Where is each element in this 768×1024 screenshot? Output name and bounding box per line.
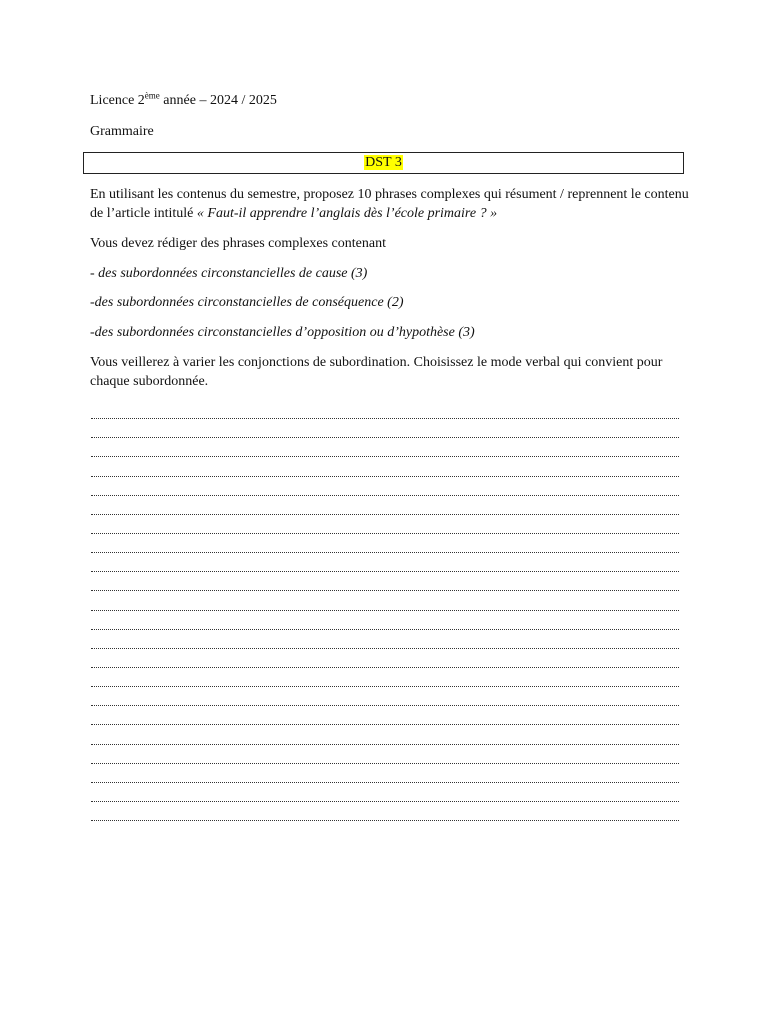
- answer-line[interactable]: [91, 710, 679, 729]
- exam-title-box: [83, 152, 684, 174]
- answer-line[interactable]: [91, 749, 679, 768]
- instruction-intro: [90, 185, 690, 223]
- answer-line[interactable]: [91, 615, 679, 634]
- requirement-item-consequence: -des subordonnées circonstancielles de conséquence (2): [90, 295, 404, 310]
- answer-line[interactable]: [91, 576, 679, 595]
- course-level-suffix: année – 2024 / 2025: [159, 93, 277, 108]
- answer-line[interactable]: [91, 481, 679, 500]
- answer-line[interactable]: [91, 691, 679, 710]
- course-level-prefix: Licence 2: [90, 93, 145, 108]
- answer-line[interactable]: [91, 404, 679, 423]
- instruction-intro-text: En utilisant les contenus du semestre, proposez 10 phrases complexes qui résument / reprennent le contenu de l’article intitulé: [90, 187, 689, 221]
- answer-line[interactable]: [91, 538, 679, 557]
- answer-line[interactable]: [91, 806, 679, 825]
- instruction-advice: Vous veillerez à varier les conjonctions de subordination. Choisissez le mode verbal qui convient pour chaque subordonnée.: [90, 355, 663, 389]
- answer-line[interactable]: [91, 519, 679, 538]
- answer-line[interactable]: [91, 595, 679, 614]
- answer-line[interactable]: [91, 634, 679, 653]
- answer-line[interactable]: [91, 729, 679, 748]
- answer-line[interactable]: [91, 653, 679, 672]
- answer-line[interactable]: [91, 557, 679, 576]
- requirement-item-cause: - des subordonnées circonstancielles de cause (3): [90, 266, 368, 281]
- answer-line[interactable]: [91, 423, 679, 442]
- answer-lines: [91, 404, 679, 825]
- answer-line[interactable]: [91, 787, 679, 806]
- instruction-requirement: Vous devez rédiger des phrases complexes contenant: [90, 236, 386, 251]
- answer-line[interactable]: [91, 461, 679, 480]
- answer-line[interactable]: [91, 768, 679, 787]
- course-level: [90, 92, 277, 110]
- article-title: « Faut-il apprendre l’anglais dès l’école primaire ? »: [196, 206, 498, 221]
- answer-line[interactable]: [91, 672, 679, 691]
- answer-line[interactable]: [91, 442, 679, 461]
- course-subject: Grammaire: [90, 124, 154, 139]
- exam-title: DST 3: [365, 155, 402, 170]
- answer-line[interactable]: [91, 500, 679, 519]
- course-level-superscript: ème: [144, 90, 160, 101]
- requirement-item-opposition: -des subordonnées circonstancielles d’opposition ou d’hypothèse (3): [90, 325, 475, 340]
